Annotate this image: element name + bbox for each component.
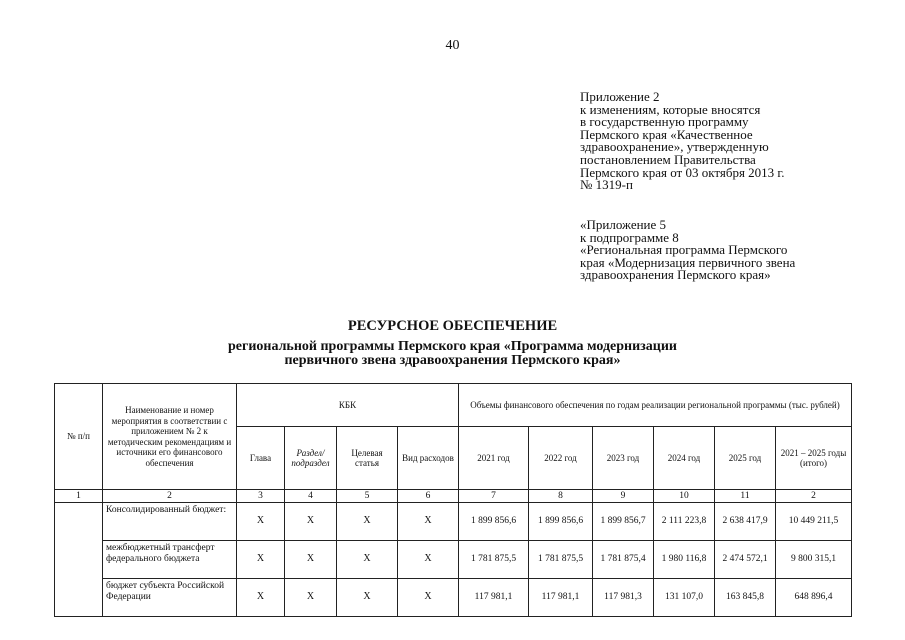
cell-razdel: X	[285, 503, 337, 541]
page-number: 40	[445, 38, 460, 53]
cell-2023: 117 981,3	[593, 579, 654, 617]
cell-2025: 2 638 417,9	[715, 503, 776, 541]
cell-2025: 2 474 572,1	[715, 541, 776, 579]
index-cell: 7	[459, 490, 529, 503]
cell-2023: 1 899 856,7	[593, 503, 654, 541]
cell-glava: X	[237, 579, 285, 617]
header-volumes: Объемы финансового обеспечения по годам реализации региональной программы (тыс. рублей)	[459, 384, 852, 427]
document-subtitle-line-2: первичного звена здравоохранения Пермского края»	[284, 353, 621, 368]
annex-header-line: в государственную программу	[580, 114, 749, 130]
header-num: № п/п	[55, 384, 103, 490]
cell-total: 9 800 315,1	[776, 541, 852, 579]
cell-total: 648 896,4	[776, 579, 852, 617]
index-cell: 10	[654, 490, 715, 503]
cell-2024: 2 111 223,8	[654, 503, 715, 541]
index-cell: 6	[398, 490, 459, 503]
annex-sub-line: края «Модернизация первичного звена	[580, 254, 796, 270]
header-kbk: КБК	[237, 384, 459, 427]
annex-sub-line: к подпрограмме 8	[580, 229, 679, 245]
cell-razdel: X	[285, 541, 337, 579]
header-razdel: Раздел/ подраздел	[285, 427, 337, 490]
header-celevaya: Целевая статья	[337, 427, 398, 490]
index-cell: 11	[715, 490, 776, 503]
cell-celevaya: X	[337, 579, 398, 617]
document-title: РЕСУРСНОЕ ОБЕСПЕЧЕНИЕ	[347, 318, 558, 334]
cell-2024: 131 107,0	[654, 579, 715, 617]
cell-vid: X	[398, 541, 459, 579]
header-2025: 2025 год	[715, 427, 776, 490]
index-cell: 4	[285, 490, 337, 503]
cell-2022: 1 899 856,6	[529, 503, 593, 541]
header-glava: Глава	[237, 427, 285, 490]
index-cell: 9	[593, 490, 654, 503]
cell-2021: 1 899 856,6	[459, 503, 529, 541]
annex-header-line: № 1319-п	[580, 177, 633, 193]
header-2024: 2024 год	[654, 427, 715, 490]
annex-header-line: здравоохранение», утвержденную	[580, 139, 769, 155]
cell-celevaya: X	[337, 503, 398, 541]
cell-2023: 1 781 875,4	[593, 541, 654, 579]
index-cell: 2	[103, 490, 237, 503]
table-index-row	[55, 490, 852, 503]
cell-2022: 117 981,1	[529, 579, 593, 617]
table-row	[55, 579, 852, 617]
cell-razdel: X	[285, 579, 337, 617]
annex-header-line: Приложение 2	[580, 89, 660, 104]
index-cell: 3	[237, 490, 285, 503]
annex-header-line: Пермского края «Качественное	[580, 126, 753, 142]
index-cell: 8	[529, 490, 593, 503]
row-name: бюджет субъекта Российской Федерации	[103, 579, 237, 617]
annex-header-line: к изменениям, которые вносятся	[580, 101, 761, 117]
header-vid: Вид расходов	[398, 427, 459, 490]
cell-2021: 117 981,1	[459, 579, 529, 617]
annex-header-line: Пермского края от 03 октября 2013 г.	[580, 164, 785, 180]
cell-2021: 1 781 875,5	[459, 541, 529, 579]
header-total: 2021 – 2025 годы (итого)	[776, 427, 852, 490]
table-header-row	[55, 384, 852, 427]
row-num-cell	[55, 503, 103, 617]
document-subtitle-line-1: региональной программы Пермского края «Программа модернизации	[227, 339, 678, 354]
resource-table	[54, 383, 852, 617]
index-cell: 5	[337, 490, 398, 503]
cell-2022: 1 781 875,5	[529, 541, 593, 579]
index-cell: 1	[55, 490, 103, 503]
table-row	[55, 503, 852, 541]
cell-total: 10 449 211,5	[776, 503, 852, 541]
row-name: межбюджетный трансферт федерального бюджета	[103, 541, 237, 579]
header-2021: 2021 год	[459, 427, 529, 490]
annex-header	[580, 91, 785, 192]
annex-sub-header	[580, 219, 795, 282]
header-name: Наименование и номер мероприятия в соответствии с приложением № 2 к методическим рекомендациям и источники его финансового обеспечения	[103, 384, 237, 490]
cell-vid: X	[398, 579, 459, 617]
annex-sub-line: здравоохранения Пермского края»	[580, 267, 771, 283]
table-row	[55, 541, 852, 579]
cell-vid: X	[398, 503, 459, 541]
cell-2025: 163 845,8	[715, 579, 776, 617]
annex-sub-line: «Региональная программа Пермского	[580, 242, 788, 258]
row-name: Консолидированный бюджет:	[103, 503, 237, 541]
header-2023: 2023 год	[593, 427, 654, 490]
index-cell: 2	[776, 490, 852, 503]
annex-sub-line: «Приложение 5	[580, 217, 667, 232]
cell-glava: X	[237, 541, 285, 579]
header-2022: 2022 год	[529, 427, 593, 490]
annex-header-line: постановлением Правительства	[580, 151, 756, 167]
cell-celevaya: X	[337, 541, 398, 579]
cell-2024: 1 980 116,8	[654, 541, 715, 579]
cell-glava: X	[237, 503, 285, 541]
